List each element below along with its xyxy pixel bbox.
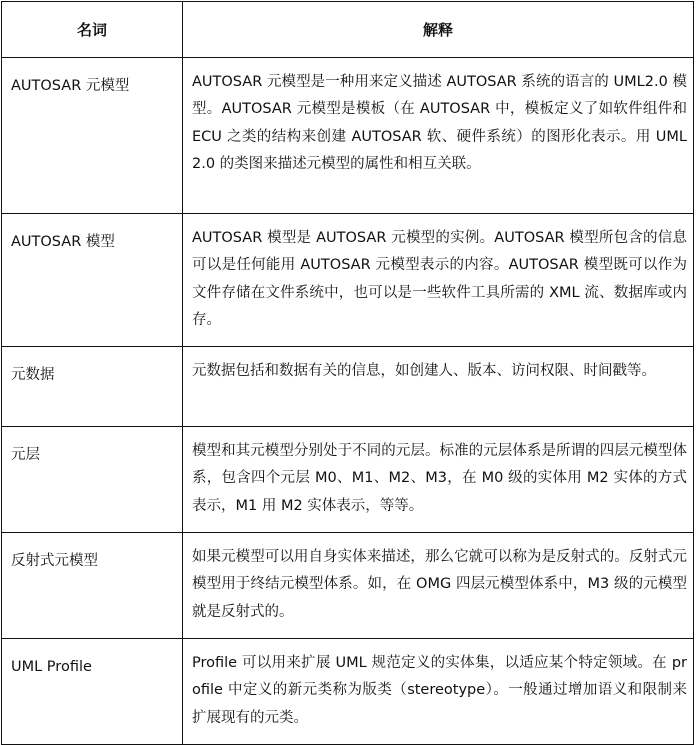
description-cell: 如果元模型可以用自身实体来描述，那么它就可以称为是反射式的。反射式元模型用于终结元模型体系。如，在 OMG 四层元模型体系中，M3 级的元模型就是反射式的。 (183, 533, 694, 639)
table-body (2, 58, 694, 745)
table-header (2, 2, 694, 58)
description-cell: AUTOSAR 元模型是一种用来定义描述 AUTOSAR 系统的语言的 UML2.0 模型。AUTOSAR 元模型是模板（在 AUTOSAR 中，模板定义了如软件组件和 ECU 之类的结构来创建 AUTOSAR 软、硬件系统）的图形化表示。用 UML2.0 的类图来描述元模型的属性和相互关联。 (183, 58, 694, 214)
header-explanation: 解释 (183, 2, 694, 58)
header-row (2, 2, 694, 58)
table-row (2, 58, 694, 214)
term-cell: UML Profile (2, 639, 183, 745)
description-cell: AUTOSAR 模型是 AUTOSAR 元模型的实例。AUTOSAR 模型所包含的信息可以是任何能用 AUTOSAR 元模型表示的内容。AUTOSAR 模型既可以作为文件存储在文件系统中，也可以是一些软件工具所需的 XML 流、数据库或内存。 (183, 214, 694, 347)
description-cell: 元数据包括和数据有关的信息，如创建人、版本、访问权限、时间戳等。 (183, 347, 694, 427)
description-cell: 模型和其元模型分别处于不同的元层。标准的元层体系是所谓的四层元模型体系，包含四个元层 M0、M1、M2、M3，在 M0 级的实体用 M2 实体的方式表示，M1 用 M2 实体表示，等等。 (183, 427, 694, 533)
table-row (2, 533, 694, 639)
glossary-table (1, 1, 694, 745)
term-cell: AUTOSAR 模型 (2, 214, 183, 347)
table-row (2, 347, 694, 427)
description-cell: Profile 可以用来扩展 UML 规范定义的实体集，以适应某个特定领域。在 profile 中定义的新元类称为版类（stereotype）。一般通过增加语义和限制来扩展现有的元类。 (183, 639, 694, 745)
header-term: 名词 (2, 2, 183, 58)
table-row (2, 639, 694, 745)
term-cell: AUTOSAR 元模型 (2, 58, 183, 214)
table-row (2, 427, 694, 533)
table-row (2, 214, 694, 347)
term-cell: 元数据 (2, 347, 183, 427)
term-cell: 元层 (2, 427, 183, 533)
term-cell: 反射式元模型 (2, 533, 183, 639)
